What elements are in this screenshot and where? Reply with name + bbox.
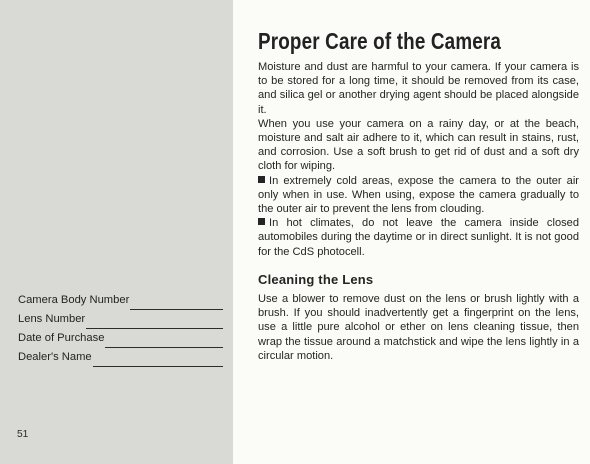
paragraph-moisture-dust: Moisture and dust are harmful to your camera. If your camera is to be stored for a long time, it should be removed from its case, and silica gel or another drying agent should be placed alongside it. (258, 61, 579, 116)
camera-care-text (258, 60, 579, 259)
hot-climates-text: In hot climates, do not leave the camera inside closed automobiles during the daytime or in direct sunlight. It is not good for the CdS photocell. (258, 217, 579, 258)
camera-body-number-line (130, 296, 223, 310)
dealer-name-row (18, 348, 223, 367)
camera-body-number-row (18, 291, 223, 310)
left-page (0, 0, 233, 464)
cold-areas-text: In extremely cold areas, expose the camera to the outer air only when in use. When using, expose the camera gradually to the outer air to prevent the lens from clouding. (258, 174, 579, 216)
cleaning-lens-heading: Cleaning the Lens (258, 272, 374, 287)
dealer-name-line (93, 353, 223, 367)
page-title: Proper Care of the Camera (258, 28, 502, 54)
cleaning-lens-text (258, 292, 579, 363)
purchase-record-list (18, 291, 223, 367)
page-number: 51 (17, 429, 29, 440)
square-bullet-icon (258, 218, 265, 225)
dealer-name-label: Dealer's Name (18, 351, 92, 363)
paragraph-lens-cleaning: Use a blower to remove dust on the lens or brush lightly with a brush. If you should inadvertently get a fingerprint on the lens, use a little pure alcohol or ether on lens cleaning tissue, then wrap the tissue around a matchstick and wipe the lens lightly in a circular motion. (258, 293, 579, 362)
lens-number-row (18, 310, 223, 329)
camera-body-number-label: Camera Body Number (18, 294, 130, 306)
date-of-purchase-line (105, 334, 223, 348)
paragraph-cold-areas (258, 174, 579, 217)
lens-number-label: Lens Number (18, 313, 86, 325)
lens-number-line (86, 315, 223, 329)
date-of-purchase-label: Date of Purchase (18, 332, 105, 344)
date-of-purchase-row (18, 329, 223, 348)
paragraph-hot-climates (258, 216, 579, 259)
paragraph-rain-beach: When you use your camera on a rainy day, or at the beach, moisture and salt air adhere to it, which can result in stains, rust, and corrosion. Use a soft brush to get rid of dust and a soft dry cloth for wiping. (258, 117, 579, 173)
square-bullet-icon (258, 176, 265, 183)
